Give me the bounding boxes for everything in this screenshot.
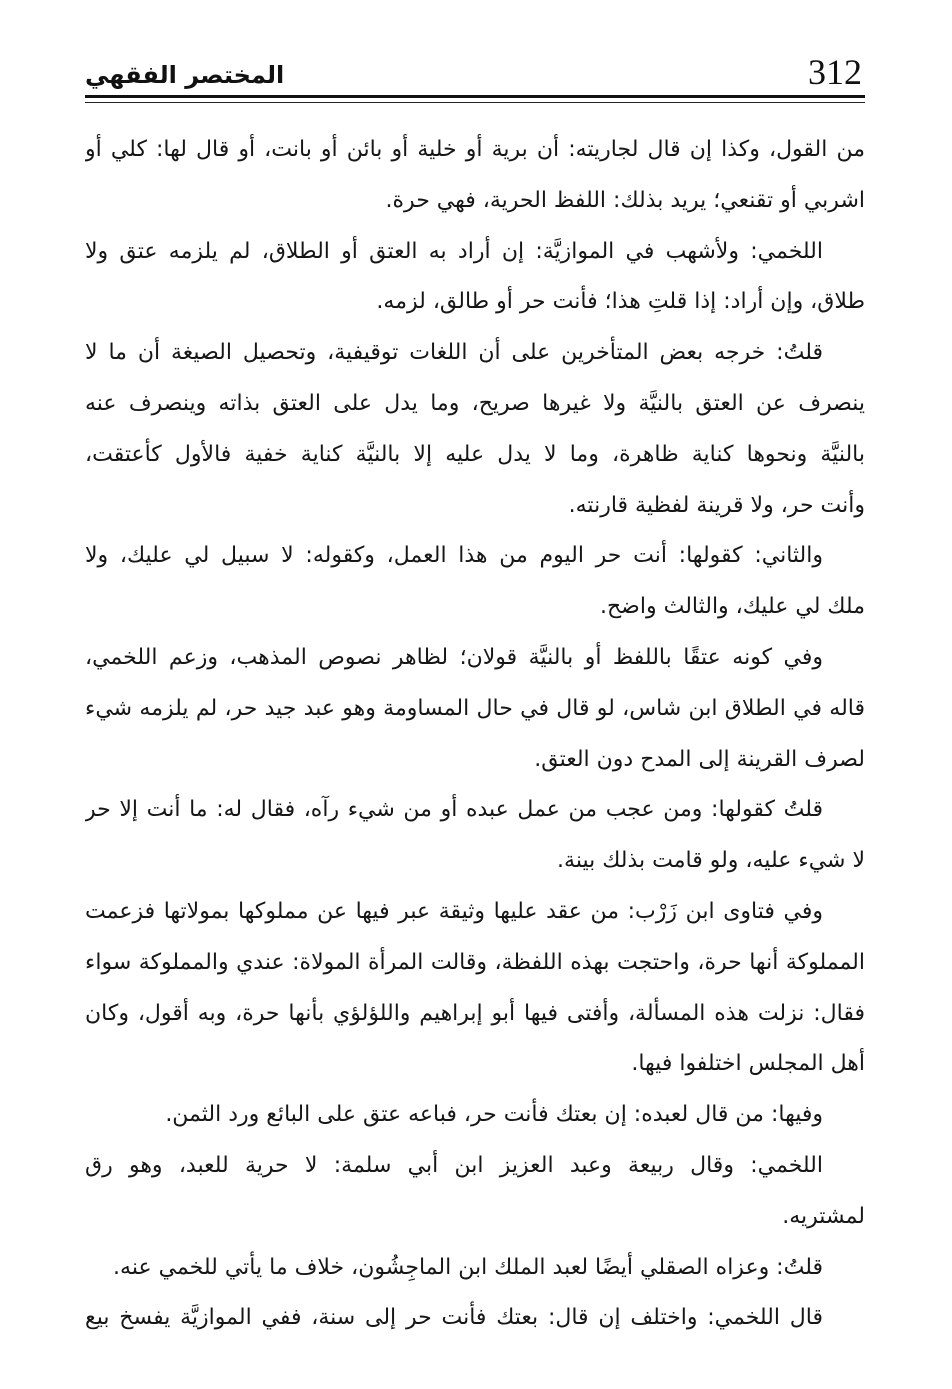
running-title: المختصر الفقهي bbox=[85, 61, 285, 89]
text-line: من القول، وكذا إن قال لجاريته: أن برية أو خلية أو بائن أو بانت، أو قال لها: كلي أو bbox=[85, 137, 865, 162]
paragraph bbox=[85, 633, 865, 785]
text-line: ملك لي عليك، والثالث واضح. bbox=[599, 594, 865, 620]
text-line: بالنيَّة ونحوها كناية ظاهرة، وما لا يدل عليه إلا بالنيَّة كناية خفية فالأول كأعتقت، bbox=[85, 441, 865, 467]
text-line: لمشتريه. bbox=[782, 1203, 865, 1229]
paragraph bbox=[85, 227, 865, 329]
paragraph bbox=[85, 1293, 865, 1344]
text-line: لا شيء عليه، ولو قامت بذلك بينة. bbox=[557, 848, 865, 874]
text-line: والثاني: كقولها: أنت حر اليوم من هذا العمل، وكقوله: لا سبيل لي عليك، ولا bbox=[85, 543, 823, 569]
paragraph bbox=[85, 1141, 865, 1243]
text-line: وفي كونه عتقًا باللفظ أو بالنيَّة قولان؛ لظاهر نصوص المذهب، وزعم اللخمي، bbox=[85, 644, 823, 670]
text-line: قلتُ: خرجه بعض المتأخرين على أن اللغات توقيفية، وتحصيل الصيغة أن ما لا bbox=[85, 340, 823, 366]
paragraph bbox=[85, 531, 865, 633]
text-line: قال اللخمي: واختلف إن قال: بعتك فأنت حر إلى سنة، ففي الموازيَّة يفسخ بيع bbox=[85, 1305, 823, 1331]
text-line: اشربي أو تقنعي؛ يريد بذلك: اللفظ الحرية، فهي حرة. bbox=[385, 187, 865, 213]
paragraph bbox=[85, 785, 865, 887]
text-line: المملوكة أنها حرة، واحتجت بهذه اللفظة، وقالت المرأة المولاة: عندي والمملوكة سواء bbox=[85, 949, 865, 975]
paragraph bbox=[85, 887, 865, 1090]
text-line: ينصرف عن العتق بالنيَّة ولا غيرها صريح، وما يدل على العتق بذاته وينصرف عنه bbox=[85, 390, 865, 416]
paragraph bbox=[85, 1243, 865, 1294]
text-line: قلتُ كقولها: ومن عجب من عمل عبده أو من شيء رآه، فقال له: ما أنت إلا حر bbox=[85, 797, 823, 823]
paragraph bbox=[85, 125, 865, 227]
text-line: وفي فتاوى ابن زَرْب: من عقد عليها وثيقة عبر فيها عن مملوكها بمولاتها فزعمت bbox=[85, 898, 823, 924]
text-line: اللخمي: وقال ربيعة وعبد العزيز ابن أبي سلمة: لا حرية للعبد، وهو رق bbox=[85, 1152, 823, 1178]
text-line: طلاق، وإن أراد: إذا قلتِ هذا؛ فأنت حر أو طالق، لزمه. bbox=[376, 289, 865, 315]
text-line: أهل المجلس اختلفوا فيها. bbox=[631, 1051, 865, 1077]
header-rule-thick bbox=[85, 95, 865, 98]
text-line: وفيها: من قال لعبده: إن بعتك فأنت حر، فباعه عتق على البائع ورد الثمن. bbox=[165, 1102, 823, 1128]
paragraph bbox=[85, 328, 865, 531]
paragraph bbox=[85, 1090, 865, 1141]
text-line: فقال: نزلت هذه المسألة، وأفتى فيها أبو إبراهيم واللؤلؤي بأنها حرة، وبه أقول، وكان bbox=[85, 1000, 865, 1026]
text-line: قلتُ: وعزاه الصقلي أيضًا لعبد الملك ابن الماجِشُون، خلاف ما يأتي للخمي عنه. bbox=[113, 1254, 823, 1280]
text-line: اللخمي: ولأشهب في الموازيَّة: إن أراد به العتق أو الطلاق، لم يلزمه عتق ولا bbox=[85, 238, 823, 264]
text-line: قاله في الطلاق ابن شاس، لو قال في حال المساومة وهو عبد جيد حر، لم يلزمه شيء bbox=[85, 695, 865, 721]
header-rule-thin bbox=[85, 102, 865, 103]
text-line: لصرف القرينة إلى المدح دون العتق. bbox=[534, 746, 865, 772]
body-text bbox=[85, 125, 865, 1344]
page-number: 312 bbox=[808, 52, 862, 92]
text-line: وأنت حر، ولا قرينة لفظية قارنته. bbox=[568, 492, 865, 518]
